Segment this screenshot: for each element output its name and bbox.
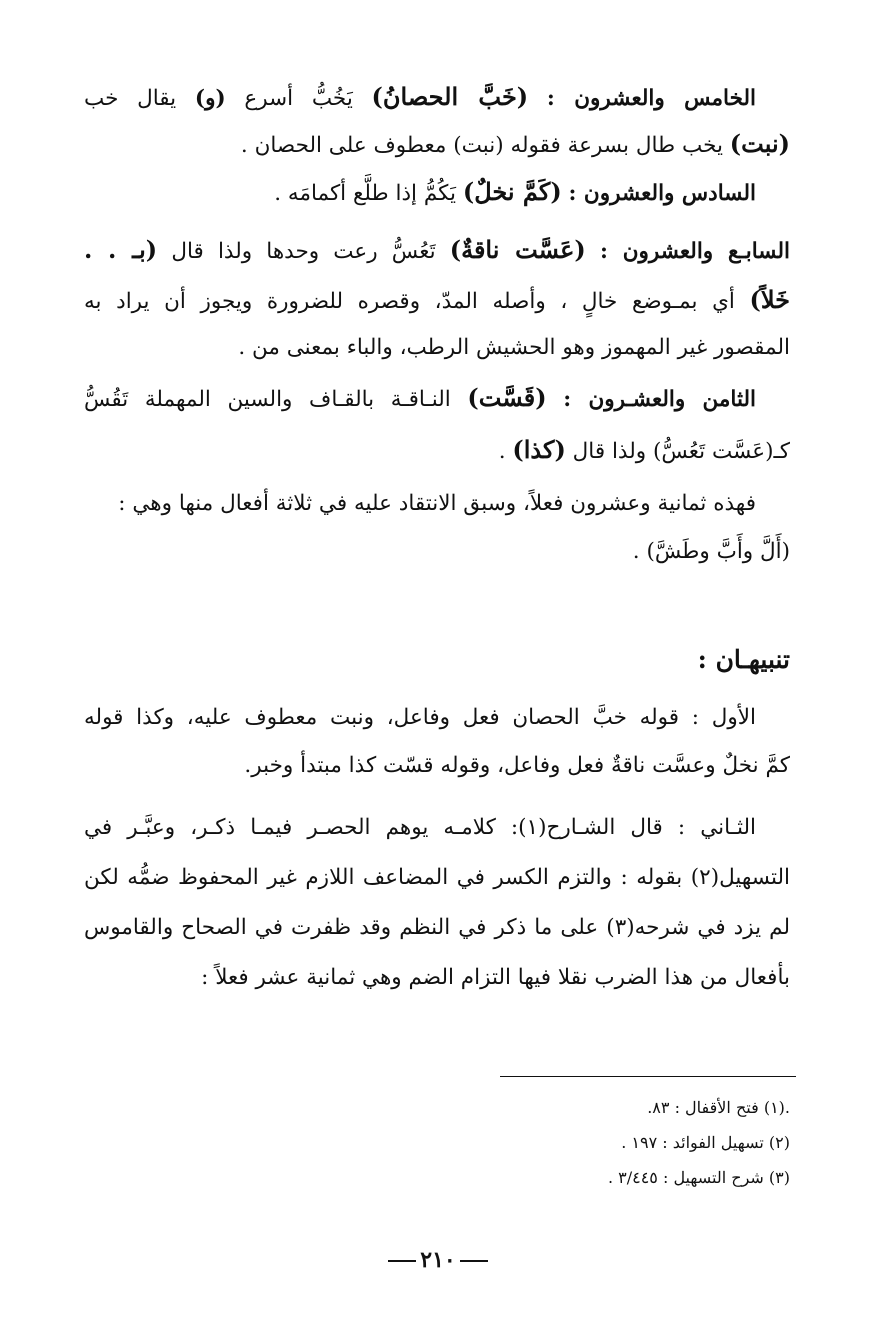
p27-line-1	[84, 228, 790, 272]
summary-text-2: (أَلَّ وأَبَّ وطَشَّ) .	[632, 539, 790, 564]
footnote-3: (٣) شرح التسهيل : ٣/٤٤٥ .	[607, 1168, 790, 1187]
p25-paren-nabat: (نبت)	[729, 129, 790, 158]
p26-line	[84, 170, 756, 214]
note2-line-3	[84, 906, 790, 950]
note1-text-1: الأول : قوله خبَّ الحصان فعل وفاعل، ونبت معطوف عليه، وكذا قوله	[84, 705, 756, 730]
p25-close-paren: )	[371, 82, 383, 111]
page-number	[0, 1247, 876, 1273]
note1-line-1	[84, 696, 756, 740]
p25-line-1	[84, 75, 756, 119]
page-number-dash-right	[388, 1260, 416, 1262]
p27-text-2: أي بمـوضع خالٍ ، وأصله المدّ، وقصره للضرورة ويجوز أن يراد به	[84, 289, 735, 314]
p28-line-2	[84, 428, 790, 472]
p26-text: يَكُمُّ إذا طلَّع أكمامَه .	[274, 181, 457, 206]
p27-word-2: خَلاً)	[749, 285, 790, 314]
note2-text-4: بأفعال من هذا الضرب نقلا فيها التزام الضم وهي ثمانية عشر فعلاً :	[201, 965, 790, 990]
note1-line-2	[84, 744, 790, 788]
p27-paren: (بـ . .	[84, 235, 158, 264]
summary-line-1	[84, 482, 756, 526]
page-number-dash-left	[460, 1260, 488, 1262]
p25-word: خَبَّ الحصانُ	[382, 82, 517, 111]
p25-line-2	[84, 122, 790, 166]
p27-word: (عَسَّت ناقةٌ)	[449, 235, 586, 264]
section-heading: تنبيهـان :	[697, 645, 790, 674]
p28-end: .	[498, 439, 506, 464]
p26-label: السادس والعشرون :	[568, 181, 756, 206]
footnote-rule	[500, 1076, 796, 1077]
note2-line-1	[84, 806, 756, 850]
note2-line-4	[84, 956, 790, 1000]
p28-text: النـاقـة بالقـاف والسين المهملة تَقُسُّ	[84, 387, 451, 412]
p27-line-2	[84, 278, 790, 322]
p26-word: (كَمَّ نخلٌ)	[462, 177, 562, 206]
p25-paren-w: (و)	[194, 86, 226, 111]
p25-open-paren: (	[516, 82, 529, 111]
p25-text-2: يخب طال بسرعة فقوله (نبت) معطوف على الحصان .	[240, 133, 723, 158]
p27-label: السابـع والعشرون :	[599, 239, 790, 264]
note2-text-2: التسهيل(٢) بقوله : والتزم الكسر في المضاعف اللازم غير المحفوظ ضمُّه لكن	[84, 865, 790, 890]
summary-text-1: فهذه ثمانية وعشرون فعلاً، وسبق الانتقاد عليه في ثلاثة أفعال منها وهي :	[118, 491, 756, 516]
note2-text-1: الثـاني : قال الشـارح(١): كلامـه يوهم الحصـر فيمـا ذكـر، وعبَّـر في	[84, 815, 756, 840]
note2-line-2	[84, 856, 790, 900]
p27-text: تَعُسُّ رعت وحدها ولذا قال	[171, 239, 436, 264]
p28-word: (قَسَّت)	[467, 383, 547, 412]
summary-line-2	[84, 530, 790, 574]
note1-text-2: كمَّ نخلٌ وعسَّت ناقةٌ فعل وفاعل، وقوله قسّت كذا مبتدأ وخبر.	[244, 753, 790, 778]
p25-end: يقال خب	[84, 86, 177, 111]
footnote-1: .(١) فتح الأقفال : ٨٣.	[647, 1098, 790, 1117]
note2-text-3: لم يزد في شرحه(٣) على ما ذكر في النظم وقد ظفرت في الصحاح والقاموس	[84, 915, 790, 940]
p25-text: يَخُبُّ أسرع	[244, 86, 353, 111]
p28-text-2: كـ(عَسَّت تَعُسُّ) ولذا قال	[572, 439, 790, 464]
p28-word-2: (كذا)	[512, 435, 566, 464]
p28-label: الثامن والعشـرون :	[563, 387, 756, 412]
footnote-2: (٢) تسهيل الفوائد : ١٩٧ .	[621, 1133, 790, 1152]
page-number-value: ٢١٠	[420, 1247, 456, 1273]
p25-label: الخامس والعشرون :	[546, 86, 756, 111]
p27-line-3	[84, 326, 790, 370]
p27-text-3: المقصور غير المهموز وهو الحشيش الرطب، والباء بمعنى من .	[238, 335, 790, 360]
p28-line-1	[84, 376, 756, 420]
